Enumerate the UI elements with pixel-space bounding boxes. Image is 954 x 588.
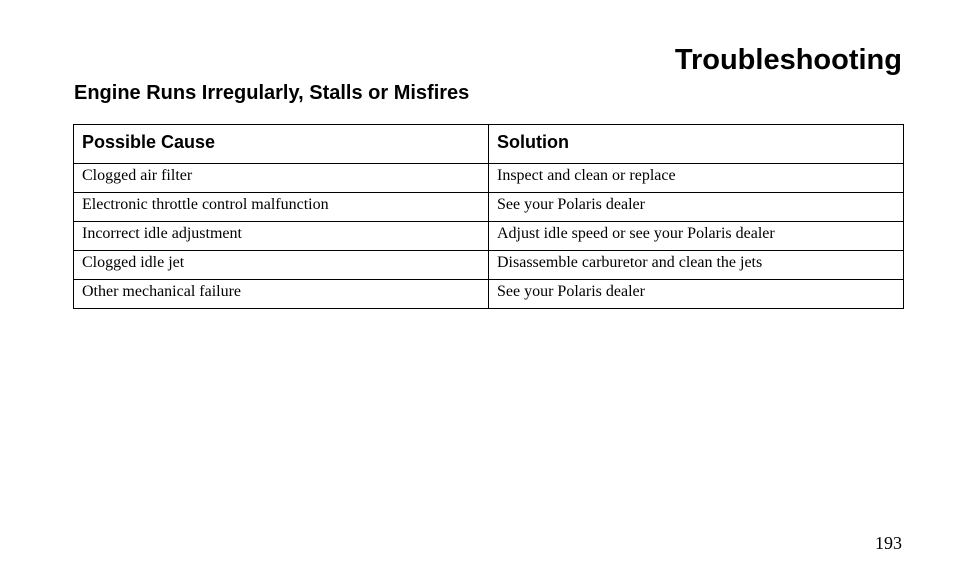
solution-cell: See your Polaris dealer <box>489 280 904 309</box>
table-row <box>74 164 904 193</box>
cause-cell: Electronic throttle control malfunction <box>74 193 489 222</box>
cause-cell: Clogged idle jet <box>74 251 489 280</box>
cause-cell: Incorrect idle adjustment <box>74 222 489 251</box>
table-row <box>74 193 904 222</box>
header-solution: Solution <box>489 125 904 164</box>
cause-cell: Other mechanical failure <box>74 280 489 309</box>
page-title: Troubleshooting <box>674 44 902 76</box>
cause-cell: Clogged air filter <box>74 164 489 193</box>
solution-cell: Adjust idle speed or see your Polaris dealer <box>489 222 904 251</box>
table-row <box>74 222 904 251</box>
table-header-row <box>74 125 904 164</box>
solution-cell: Disassemble carburetor and clean the jets <box>489 251 904 280</box>
troubleshooting-table <box>73 124 904 309</box>
table-row <box>74 251 904 280</box>
table-row <box>74 280 904 309</box>
solution-cell: Inspect and clean or replace <box>489 164 904 193</box>
header-possible-cause: Possible Cause <box>74 125 489 164</box>
section-heading: Engine Runs Irregularly, Stalls or Misfires <box>74 82 470 104</box>
page-number: 193 <box>875 533 902 553</box>
solution-cell: See your Polaris dealer <box>489 193 904 222</box>
